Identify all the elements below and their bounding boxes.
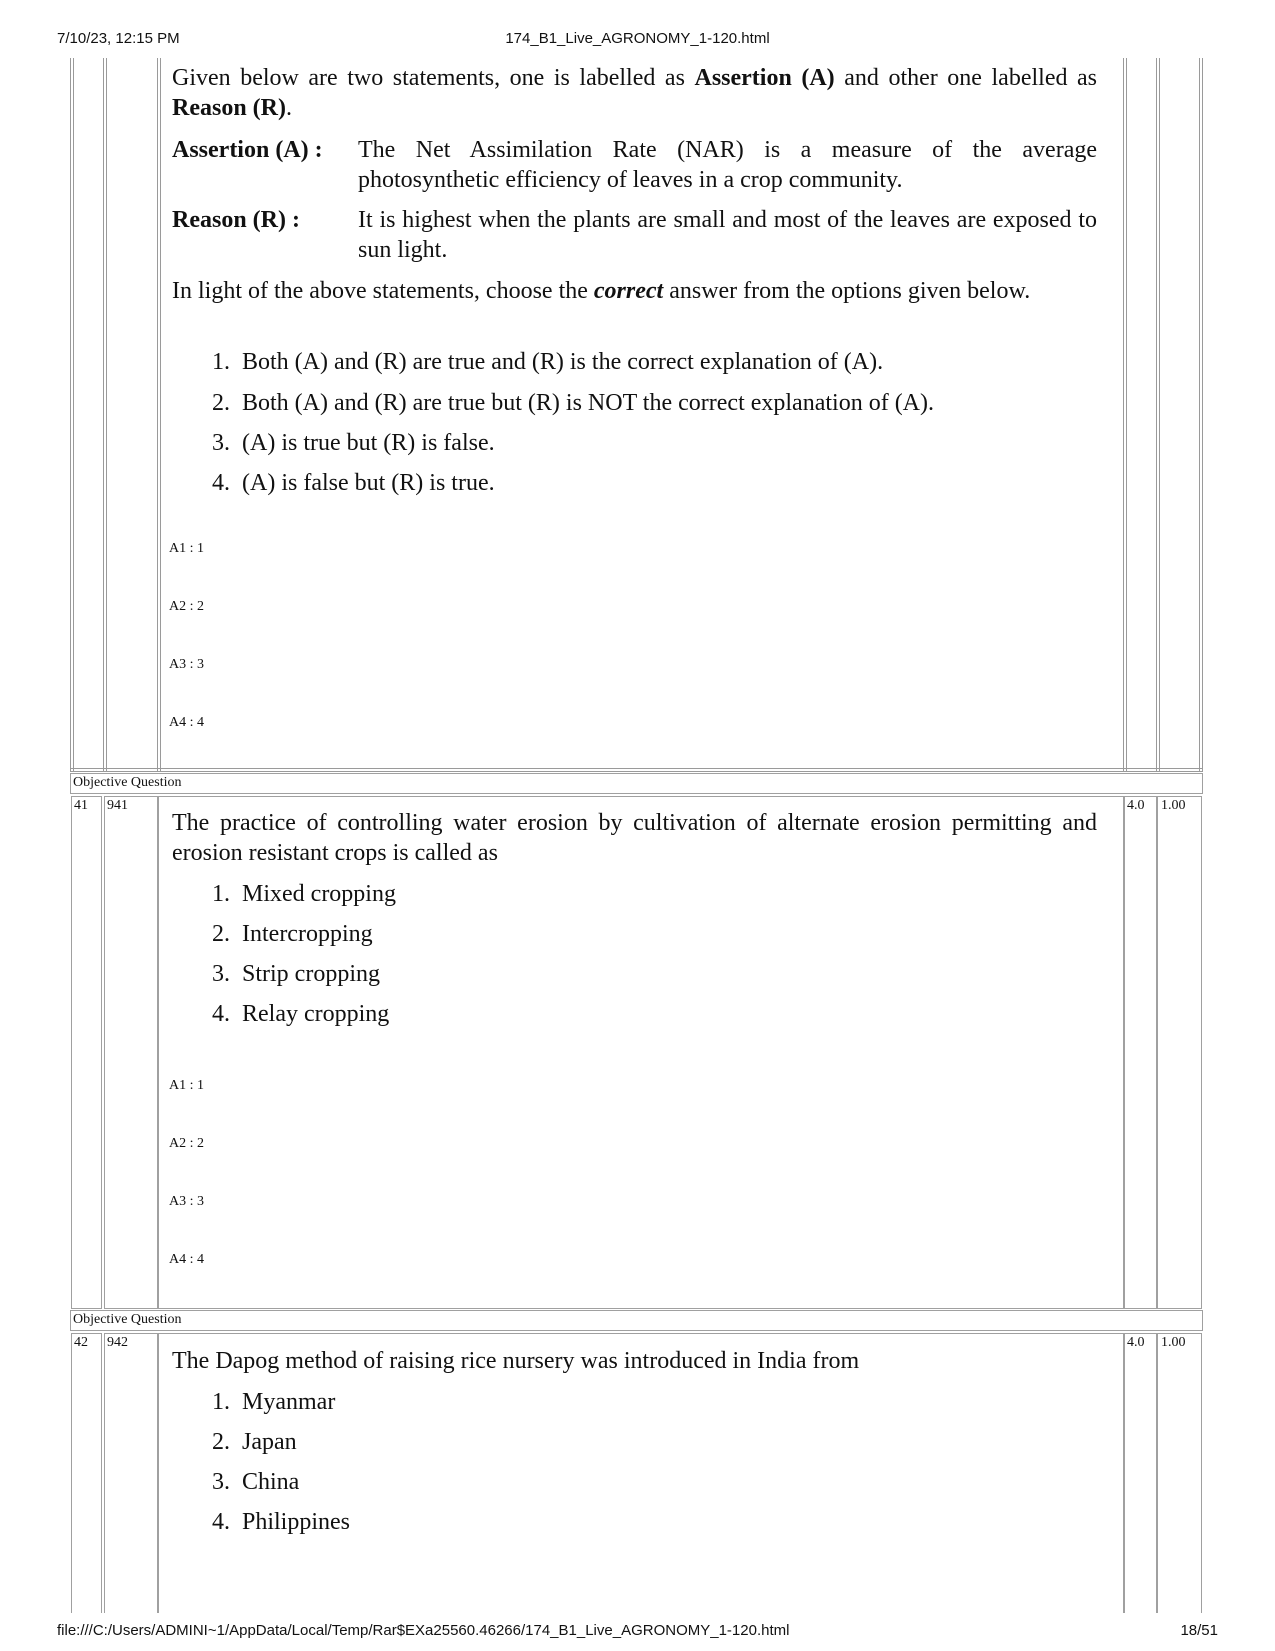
- answer-id: A2 : 2: [169, 1136, 204, 1151]
- marks-cell: [1124, 796, 1157, 1309]
- print-title: 174_B1_Live_AGRONOMY_1-120.html: [505, 30, 770, 47]
- option-2: 2. Japan: [212, 1429, 297, 1455]
- question-type-label: Objective Question: [73, 775, 182, 790]
- table-border: [73, 58, 74, 772]
- option-2: 2. Both (A) and (R) are true but (R) is NOT the correct explanation of (A).: [212, 390, 935, 416]
- assertion-label: Assertion (A) :: [172, 137, 323, 163]
- question-id: 942: [107, 1335, 128, 1350]
- question-number-cell: [71, 796, 102, 1309]
- question-number-cell: [71, 1333, 102, 1613]
- table-border: [157, 58, 158, 772]
- question-id-cell: [104, 1333, 158, 1613]
- answer-id: A1 : 1: [169, 541, 204, 556]
- table-border: [70, 58, 71, 772]
- answer-id: A1 : 1: [169, 1078, 204, 1093]
- option-4: 4. Relay cropping: [212, 1001, 390, 1027]
- option-4: 4. Philippines: [212, 1509, 351, 1535]
- table-border: [1202, 58, 1203, 772]
- question-negative-marks: 1.00: [1161, 1335, 1186, 1350]
- option-1: 1. Myanmar: [212, 1389, 336, 1415]
- question-text: The practice of controlling water erosion by cultivation of alternate erosion permitting and erosion resistant crops is called as: [172, 810, 1097, 866]
- assertion-text: The Net Assimilation Rate (NAR) is a measure of the average photosynthetic efficiency of leaves in a crop community.: [358, 137, 1097, 193]
- table-border: [1199, 58, 1200, 772]
- question-type-row: [70, 773, 1203, 794]
- question-body-cell: [158, 796, 1124, 1309]
- option-4: 4. (A) is false but (R) is true.: [212, 470, 495, 496]
- question-id: 941: [107, 798, 128, 813]
- table-border: [1126, 58, 1127, 772]
- question-number: 41: [74, 798, 88, 813]
- table-border: [103, 58, 104, 772]
- answer-id: A3 : 3: [169, 1194, 204, 1209]
- reason-label: Reason (R) :: [172, 207, 300, 233]
- table-border: [160, 58, 161, 772]
- question-id-cell: [104, 796, 158, 1309]
- instruction-text: In light of the above statements, choose the correct answer from the options given below.: [172, 278, 1031, 304]
- answer-id: A4 : 4: [169, 1252, 204, 1267]
- question-marks: 4.0: [1127, 798, 1145, 813]
- table-border: [1159, 58, 1160, 772]
- question-marks: 4.0: [1127, 1335, 1145, 1350]
- print-datetime: 7/10/23, 12:15 PM: [57, 30, 180, 47]
- question-type-row: [70, 1310, 1203, 1331]
- option-1: 1. Mixed cropping: [212, 881, 396, 907]
- option-3: 3. Strip cropping: [212, 961, 380, 987]
- file-path: file:///C:/Users/ADMINI~1/AppData/Local/Temp/Rar$EXa25560.46266/174_B1_Live_AGRONOMY_1-120.html: [57, 1622, 790, 1639]
- assertion-reason-intro: Given below are two statements, one is labelled as Assertion (A) and other one labelled as Reason (R).: [172, 65, 1098, 121]
- option-1: 1. Both (A) and (R) are true and (R) is the correct explanation of (A).: [212, 349, 884, 375]
- marks-cell: [1124, 1333, 1157, 1613]
- table-border: [1156, 58, 1157, 772]
- reason-text: It is highest when the plants are small and most of the leaves are exposed to sun light.: [358, 207, 1097, 263]
- answer-id: A3 : 3: [169, 657, 204, 672]
- option-3: 3. (A) is true but (R) is false.: [212, 430, 495, 456]
- question-negative-marks: 1.00: [1161, 798, 1186, 813]
- question-type-label: Objective Question: [73, 1312, 182, 1327]
- answer-id: A2 : 2: [169, 599, 204, 614]
- option-2: 2. Intercropping: [212, 921, 373, 947]
- page-number: 18/51: [1180, 1622, 1218, 1639]
- table-border: [70, 768, 1203, 769]
- table-border: [106, 58, 107, 772]
- table-border: [70, 771, 1203, 772]
- table-border: [1123, 58, 1124, 772]
- negative-marks-cell: [1157, 1333, 1202, 1613]
- answer-id: A4 : 4: [169, 715, 204, 730]
- negative-marks-cell: [1157, 796, 1202, 1309]
- question-text: The Dapog method of raising rice nursery was introduced in India from: [172, 1348, 860, 1374]
- question-number: 42: [74, 1335, 88, 1350]
- option-3: 3. China: [212, 1469, 300, 1495]
